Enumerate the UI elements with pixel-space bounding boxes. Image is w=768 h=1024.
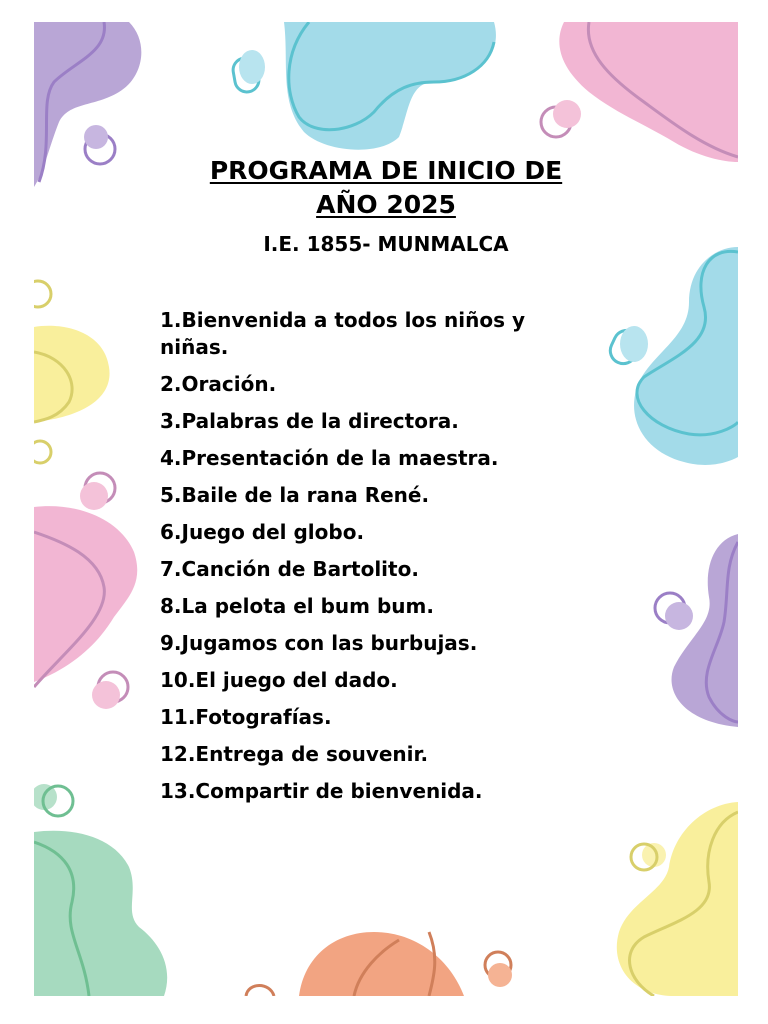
orange-blob-bottom <box>299 932 464 996</box>
pink-blob-left <box>34 506 137 682</box>
program-item: 7.Canción de Bartolito. <box>160 557 419 581</box>
pink-dot-left-top <box>80 482 108 510</box>
program-item: 4.Presentación de la maestra. <box>160 446 499 470</box>
orange-ring-bottom-left <box>246 986 274 997</box>
program-item: 8.La pelota el bum bum. <box>160 594 434 618</box>
program-page <box>34 22 738 996</box>
program-item: 11.Fotografías. <box>160 705 332 729</box>
green-blob-bottom-left <box>34 831 167 996</box>
page-title <box>34 154 738 222</box>
program-item: 9.Jugamos con las burbujas. <box>160 631 478 655</box>
purple-blob-right <box>672 534 738 727</box>
purple-dot-top-left <box>84 125 108 149</box>
purple-dot-right <box>665 602 693 630</box>
program-item: 1.Bienvenida a todos los niños y niñas. <box>160 308 526 359</box>
pink-dot-top-right <box>553 100 581 128</box>
program-item: 13.Compartir de bienvenida. <box>160 779 483 803</box>
program-list <box>160 307 600 815</box>
blue-dot-right <box>620 326 648 362</box>
program-item: 10.El juego del dado. <box>160 668 398 692</box>
title-line-1: PROGRAMA DE INICIO DE <box>209 156 563 185</box>
blue-blob-top <box>284 22 496 150</box>
program-item: 2.Oración. <box>160 372 277 396</box>
orange-dot-bottom-right <box>488 963 512 987</box>
program-item: 3.Palabras de la directora. <box>160 409 459 433</box>
program-item: 5.Baile de la rana René. <box>160 483 430 507</box>
yellow-blob-left <box>34 326 110 422</box>
program-item: 12.Entrega de souvenir. <box>160 742 429 766</box>
program-item: 6.Juego del globo. <box>160 520 365 544</box>
pink-blob-top-right <box>559 22 738 162</box>
blue-dot-top <box>239 50 265 84</box>
school-name: I.E. 1855- MUNMALCA <box>263 232 509 256</box>
pink-dot-left-bottom <box>92 681 120 709</box>
yellow-ring-left-bottom <box>34 441 51 463</box>
yellow-ring-left-top <box>34 281 51 307</box>
title-line-2: AÑO 2025 <box>316 190 456 219</box>
yellow-blob-bottom-right <box>617 802 738 996</box>
